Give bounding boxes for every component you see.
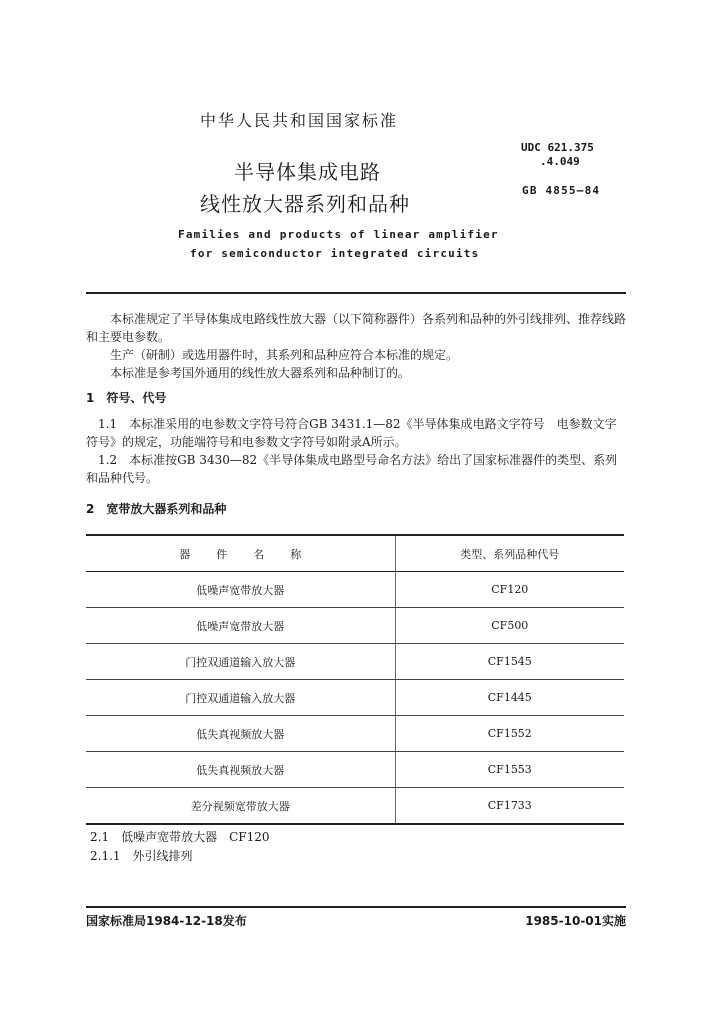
- section-1-heading: 1 符号、代号: [86, 391, 167, 405]
- header-divider: [86, 292, 626, 294]
- english-title-line-1: Families and products of linear amplifier: [178, 228, 499, 241]
- table-row: [86, 788, 624, 825]
- table-row: [86, 752, 624, 788]
- footer-divider: [86, 906, 626, 908]
- type-code-cell: CF1445: [395, 680, 624, 716]
- intro-paragraph-compliance: 生产（研制）或选用器件时，其系列和品种应符合本标准的规定。: [110, 348, 459, 362]
- udc-code-line-1: UDC 621.375: [521, 141, 594, 154]
- type-code-cell: CF1545: [395, 644, 624, 680]
- product-table: [86, 534, 624, 825]
- intro-paragraph-reference: 本标准是参考国外通用的线性放大器系列和品种制订的。: [110, 366, 411, 380]
- type-code-cell: CF500: [395, 608, 624, 644]
- document-title-line-2: 线性放大器系列和品种: [200, 192, 410, 216]
- issue-date: 国家标准局1984-12-18发布: [86, 914, 247, 928]
- document-title-line-1: 半导体集成电路: [234, 160, 381, 184]
- clause-1-2: 1.2 本标准按GB 3430—82《半导体集成电路型号命名方法》给出了国家标准器件的类型、系列和品种代号。: [86, 453, 618, 485]
- table-row: [86, 716, 624, 752]
- table-row: [86, 644, 624, 680]
- national-standard-label: 中华人民共和国国家标准: [200, 111, 399, 130]
- device-name-cell: 低噪声宽带放大器: [86, 608, 395, 644]
- table-row: [86, 680, 624, 716]
- clause-1-1: 1.1 本标准采用的电参数文字符号符合GB 3431.1—82《半导体集成电路文字符号 电参数文字符号》的规定，功能端符号和电参数文字符号如附录A所示。: [86, 417, 617, 449]
- subsection-2-1-1: 2.1.1 外引线排列: [90, 849, 193, 863]
- intro-paragraph-scope: 本标准规定了半导体集成电路线性放大器（以下简称器件）各系列和品种的外引线排列、推荐线路和主要电参数。: [86, 312, 627, 344]
- device-name-cell: 低失真视频放大器: [86, 716, 395, 752]
- device-name-cell: 低噪声宽带放大器: [86, 572, 395, 608]
- device-name-cell: 门控双通道输入放大器: [86, 680, 395, 716]
- type-code-cell: CF1553: [395, 752, 624, 788]
- column-header-type-code: 类型、系列品种代号: [395, 535, 624, 572]
- subsection-2-1: 2.1 低噪声宽带放大器 CF120: [90, 830, 270, 844]
- effective-date: 1985-10-01实施: [525, 914, 626, 928]
- gb-standard-number: GB 4855—84: [522, 184, 601, 197]
- device-name-cell: 低失真视频放大器: [86, 752, 395, 788]
- device-name-cell: 门控双通道输入放大器: [86, 644, 395, 680]
- type-code-cell: CF1552: [395, 716, 624, 752]
- table-header-row: [86, 535, 624, 572]
- table-row: [86, 608, 624, 644]
- udc-code-line-2: .4.049: [540, 155, 580, 168]
- english-title-line-2: for semiconductor integrated circuits: [190, 247, 480, 260]
- column-header-device-name: 器件名称: [86, 535, 395, 572]
- type-code-cell: CF1733: [395, 788, 624, 825]
- type-code-cell: CF120: [395, 572, 624, 608]
- table-row: [86, 572, 624, 608]
- device-name-cell: 差分视频宽带放大器: [86, 788, 395, 825]
- section-2-heading: 2 宽带放大器系列和品种: [86, 502, 227, 516]
